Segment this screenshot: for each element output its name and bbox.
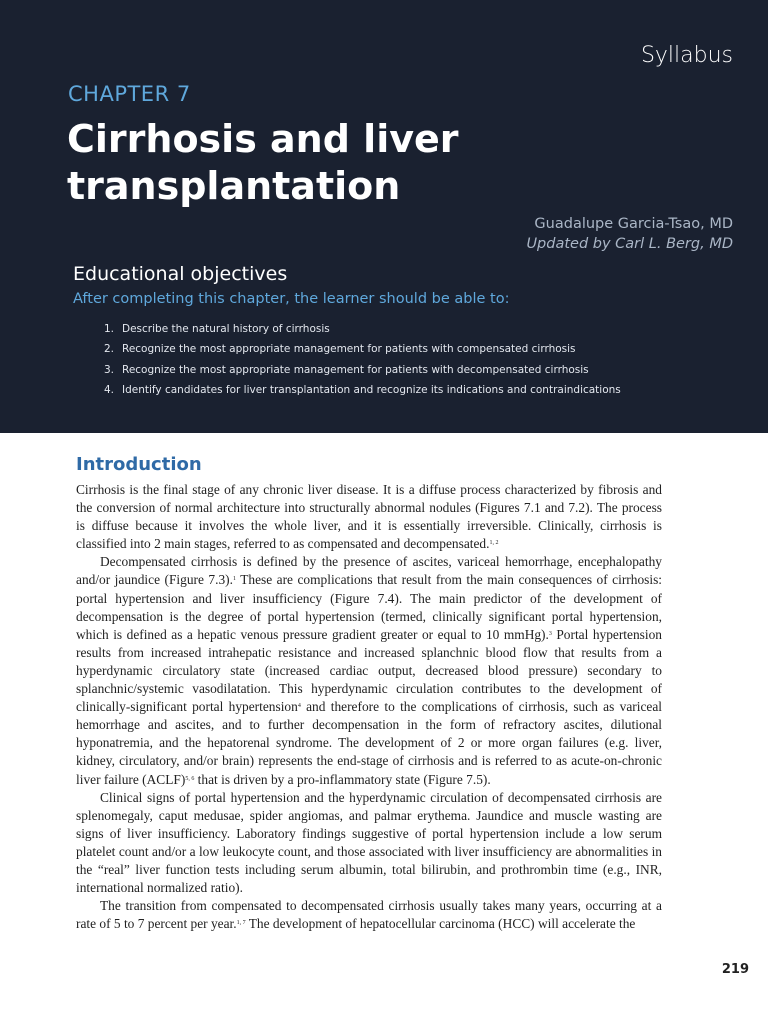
page-number: 219 <box>721 962 749 977</box>
paragraph-4 <box>76 897 662 933</box>
objective-number: 3. <box>104 363 115 376</box>
objective-text: Recognize the most appropriate management for patients with compensated cirrhosis <box>122 343 576 356</box>
section-heading: Introduction <box>76 454 202 475</box>
introduction-section <box>76 454 662 933</box>
paragraph-1 <box>76 481 662 553</box>
paragraph-text: The transition from compensated to decompensated cirrhosis usually takes many years, occurring at a rate of 5 to 7 percent per year. <box>76 898 662 932</box>
paragraph-text: and therefore to the complications of cirrhosis, such as variceal hemorrhage and ascites, and to further decompensation in the form of refractory ascites, dilutional hyponatremia, and the hepatorenal syndrome. The development of 2 or more organ failures (e.g. liver, kidney, circulatory, and/or brain) represents the end-stage of cirrhosis and is referred to as acute-on-chronic liver failure (ACLF) <box>76 699 663 787</box>
objective-item <box>104 381 621 401</box>
objective-item <box>104 340 621 360</box>
paragraph-text: These are complications that result from the main consequences of cirrhosis: portal hypertension and liver insufficiency (Figure 7.4). The main predictor of the development of decompensation is the degree of portal hypertension (termed, clinically significant portal hypertension, which is defined as a hepatic venous pressure gradient greater or equal to 10 mmHg). <box>76 572 662 642</box>
citation: 1 <box>232 576 236 583</box>
syllabus-label: Syllabus <box>640 43 733 68</box>
paragraph-text: Clinical signs of portal hypertension and the hyperdynamic circulation of decompensated cirrhosis are splenomegaly, caput medusae, spider angiomas, and palmar erythema. Jaundice and muscle wasting are signs of liver insufficiency. Laboratory findings suggestive of portal hypertension include a low serum platelet count and/or a low leukocyte count, and those associated with liver insufficiency are abnormalities in the “real” liver function tests including serum albumin, total bilirubin, and prothrombin time (e.g., INR, international normalized ratio). <box>76 789 662 896</box>
paragraph-text: Cirrhosis is the final stage of any chronic liver disease. It is a diffuse process characterized by fibrosis and the conversion of normal architecture into structurally abnormal nodules (Figures 7.1 and 7.2). The process is diffuse because it involves the whole liver, and it is essentially irreversible. Clinically, cirrhosis is classified into 2 main stages, referred to as compensated and decompensated. <box>76 482 662 552</box>
paragraph-text: Portal hypertension results from increased intrahepatic resistance and increased splanchnic blood flow that results from a hyperdynamic circulatory state (increased cardiac output, decreased blood pressure) secondary to splanchnic/systemic vasodilatation. This hyperdynamic circulation contributes to the development of clinically-significant portal hypertension <box>76 626 662 715</box>
objective-item <box>104 361 621 381</box>
citation: 1, 2 <box>489 540 499 547</box>
citation: 3 <box>548 630 552 637</box>
citation: 5, 6 <box>185 775 195 782</box>
paragraph-3 <box>76 789 662 898</box>
author-name: Guadalupe Garcia-Tsao, MD <box>534 216 733 232</box>
paragraph-text: The development of hepatocellular carcinoma (HCC) will accelerate the <box>245 916 636 932</box>
objective-text: Identify candidates for liver transplantation and recognize its indications and contraindications <box>122 383 621 396</box>
objectives-title: Educational objectives <box>73 263 288 285</box>
objectives-lead: After completing this chapter, the learner should be able to: <box>73 291 510 307</box>
objectives-list <box>104 320 621 401</box>
updated-by: Updated by Carl L. Berg, MD <box>526 236 733 252</box>
objective-number: 4. <box>104 383 115 396</box>
author-block <box>526 214 733 254</box>
objective-text: Describe the natural history of cirrhosis <box>122 323 330 335</box>
objective-text: Recognize the most appropriate management for patients with decompensated cirrhosis <box>122 363 589 376</box>
chapter-number: CHAPTER 7 <box>68 82 191 106</box>
chapter-title: Cirrhosis and liver transplantation <box>67 117 459 208</box>
paragraph-text: that is driven by a pro-inflammatory state (Figure 7.5). <box>194 771 491 787</box>
citation: 1, 7 <box>236 920 246 927</box>
objective-number: 1. <box>104 323 115 335</box>
paragraph-2 <box>76 553 662 788</box>
citation: 4 <box>297 703 301 710</box>
objective-number: 2. <box>104 343 115 356</box>
paragraph-text: Decompensated cirrhosis is defined by the presence of ascites, variceal hemorrhage, encephalopathy and/or jaundice (Figure 7.3). <box>76 554 662 588</box>
objective-item <box>104 320 621 340</box>
chapter-header <box>0 0 768 433</box>
